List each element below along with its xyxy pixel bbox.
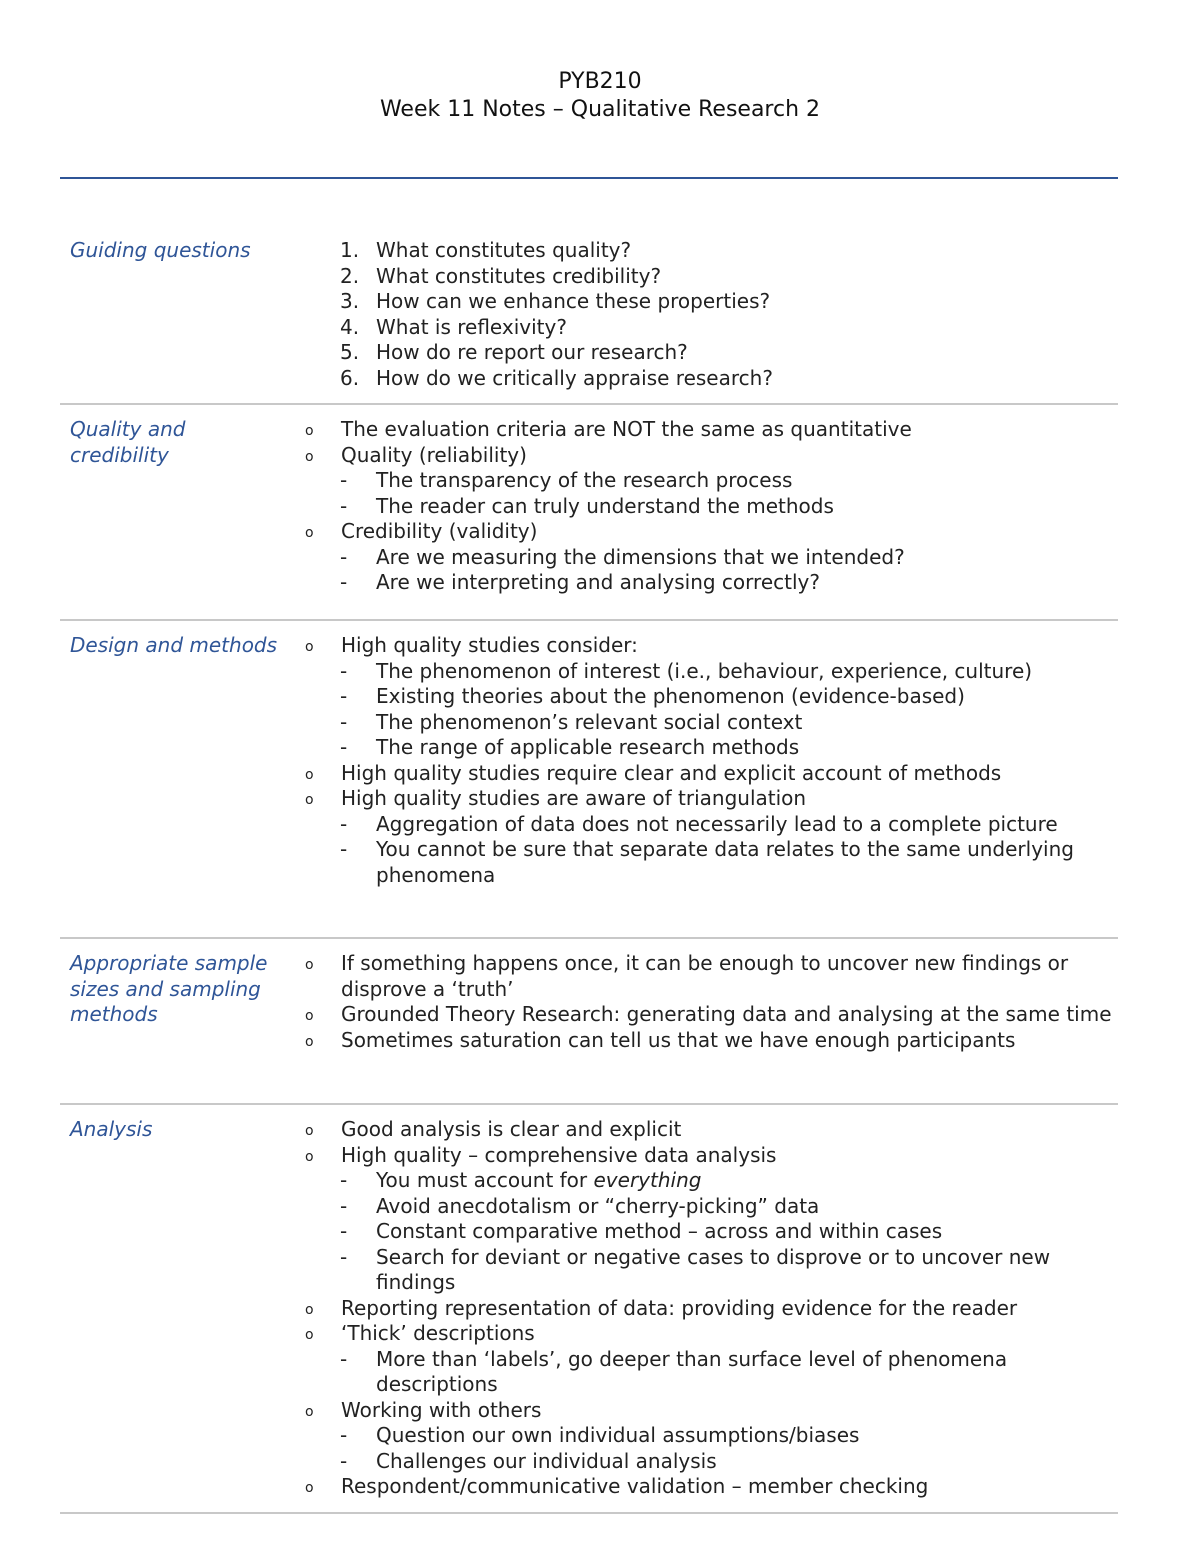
sub-bullet-item — [305, 1219, 1118, 1245]
sub-bullet-item — [305, 1423, 1118, 1449]
notes-section — [60, 951, 1118, 1105]
bullet-marker: o — [305, 639, 314, 655]
bullet-item — [305, 1474, 1118, 1500]
section-items — [305, 417, 1118, 596]
bullet-marker: - — [340, 1244, 348, 1269]
item-emphasis: everything — [593, 1168, 702, 1192]
item-text: Aggregation of data does not necessarily lead to a complete picture — [376, 811, 1058, 836]
sub-bullet-item — [305, 837, 1118, 888]
bullet-item — [305, 951, 1118, 1002]
item-text: The phenomenon of interest (i.e., behaviour, experience, culture) — [376, 658, 1033, 683]
bullet-item — [305, 417, 1118, 443]
bullet-marker: o — [305, 1033, 314, 1050]
bullet-marker: - — [340, 658, 348, 683]
bullet-item — [305, 443, 1118, 469]
item-text: You cannot be sure that separate data relates to the same underlying phenomena — [376, 837, 1074, 887]
item-text: Respondent/communicative validation – member checking — [341, 1474, 929, 1498]
item-text: How do re report our research? — [376, 340, 688, 364]
item-text: Existing theories about the phenomenon (evidence-based) — [376, 684, 965, 708]
item-text: ‘Thick’ descriptions — [341, 1321, 535, 1345]
numbered-item — [305, 340, 1118, 366]
item-text: Are we measuring the dimensions that we intended? — [376, 544, 905, 569]
item-number: 1. — [340, 238, 360, 262]
section-items — [305, 951, 1118, 1053]
bullet-marker: - — [340, 493, 348, 518]
bullet-item — [305, 1321, 1118, 1347]
item-text: More than ‘labels’, go deeper than surface level of phenomena descriptions — [376, 1346, 1008, 1396]
item-text: What constitutes quality? — [376, 238, 632, 262]
item-text: Working with others — [341, 1397, 542, 1422]
bullet-marker: - — [340, 735, 348, 759]
section-items — [305, 1117, 1118, 1500]
bullet-item — [305, 1143, 1118, 1169]
bullet-marker: - — [340, 1423, 348, 1447]
bullet-marker: - — [340, 811, 348, 836]
bullet-marker: - — [340, 1219, 348, 1243]
item-text: High quality studies require clear and explicit account of methods — [341, 760, 1002, 785]
notes-section — [60, 1117, 1118, 1514]
bullet-marker: o — [305, 957, 314, 973]
item-number: 6. — [340, 365, 360, 390]
item-text: High quality studies consider: — [341, 633, 638, 657]
sub-bullet-item — [305, 812, 1118, 838]
bullet-item — [305, 1398, 1118, 1424]
item-text: Quality (reliability) — [341, 442, 527, 467]
item-text: Question our own individual assumptions/biases — [376, 1423, 860, 1447]
section-label: Design and methods — [70, 633, 278, 657]
numbered-item — [305, 366, 1118, 392]
item-number: 4. — [340, 314, 360, 339]
bullet-item — [305, 1028, 1118, 1054]
item-text: Challenges our individual analysis — [376, 1448, 717, 1473]
numbered-item — [305, 264, 1118, 290]
sub-bullet-item — [305, 468, 1118, 494]
bullet-marker: o — [305, 1327, 314, 1343]
sub-bullet-item — [305, 735, 1118, 761]
item-text: Avoid anecdotalism or “cherry-picking” data — [376, 1193, 820, 1218]
item-text: High quality studies are aware of triangulation — [341, 786, 807, 810]
section-label: Quality and credibility — [70, 417, 186, 467]
bullet-marker: o — [305, 448, 314, 465]
sub-bullet-item — [305, 545, 1118, 571]
item-text: Are we interpreting and analysing correctly? — [376, 570, 820, 594]
bullet-marker: - — [340, 684, 348, 708]
item-text: Reporting representation of data: providing evidence for the reader — [341, 1295, 1018, 1320]
header-divider — [60, 177, 1118, 179]
sub-bullet-item — [305, 1245, 1118, 1296]
bullet-marker: o — [305, 1148, 314, 1165]
item-text: The evaluation criteria are NOT the same as quantitative — [341, 417, 912, 441]
item-text: What is reflexivity? — [376, 314, 567, 339]
bullet-item — [305, 761, 1118, 787]
bullet-marker: o — [305, 423, 314, 439]
notes-section — [60, 633, 1118, 939]
notes-section — [60, 238, 1118, 405]
course-code: PYB210 — [558, 69, 642, 94]
bullet-item — [305, 1296, 1118, 1322]
numbered-item — [305, 238, 1118, 264]
item-number: 2. — [340, 263, 360, 288]
item-text: The range of applicable research methods — [376, 735, 800, 759]
section-items — [305, 633, 1118, 888]
item-text: High quality – comprehensive data analysis — [341, 1142, 777, 1167]
sub-bullet-item — [305, 1449, 1118, 1475]
page-title: Week 11 Notes – Qualitative Research 2 — [379, 97, 821, 122]
document-header — [0, 68, 1200, 124]
item-text: You must account for — [376, 1168, 594, 1192]
item-text: Credibility (validity) — [341, 519, 538, 543]
sub-bullet-item — [305, 1168, 1118, 1194]
item-text: Search for deviant or negative cases to disprove or to uncover new findings — [376, 1244, 1051, 1294]
bullet-marker: - — [340, 1193, 348, 1218]
item-text: What constitutes credibility? — [376, 263, 662, 288]
bullet-marker: o — [305, 766, 314, 783]
numbered-item — [305, 289, 1118, 315]
bullet-marker: o — [305, 1301, 314, 1318]
bullet-marker: o — [305, 1008, 314, 1024]
section-items — [305, 238, 1118, 391]
bullet-marker: o — [305, 1480, 314, 1496]
numbered-item — [305, 315, 1118, 341]
bullet-item — [305, 1117, 1118, 1143]
item-text: The transparency of the research process — [376, 468, 793, 492]
bullet-marker: - — [340, 709, 348, 734]
sub-bullet-item — [305, 659, 1118, 685]
bullet-marker: o — [305, 792, 314, 808]
bullet-item — [305, 633, 1118, 659]
section-label: Appropriate sample sizes and sampling methods — [70, 951, 268, 1026]
item-text: Sometimes saturation can tell us that we have enough participants — [341, 1027, 1016, 1052]
bullet-marker: - — [340, 570, 348, 594]
item-text: Good analysis is clear and explicit — [341, 1117, 682, 1141]
sub-bullet-item — [305, 684, 1118, 710]
item-number: 3. — [340, 289, 360, 313]
bullet-item — [305, 519, 1118, 545]
sub-bullet-item — [305, 1347, 1118, 1398]
section-label: Analysis — [70, 1117, 153, 1141]
notes-table — [60, 238, 1118, 1526]
bullet-marker: - — [340, 1448, 348, 1473]
item-text: The phenomenon’s relevant social context — [376, 709, 803, 734]
notes-section — [60, 417, 1118, 621]
bullet-marker: o — [305, 1123, 314, 1139]
sub-bullet-item — [305, 710, 1118, 736]
item-text: The reader can truly understand the methods — [376, 493, 834, 518]
item-text: How can we enhance these properties? — [376, 289, 771, 313]
item-text: Grounded Theory Research: generating data and analysing at the same time — [341, 1002, 1112, 1026]
item-text: If something happens once, it can be enough to uncover new findings or disprove a ‘truth’ — [341, 951, 1069, 1001]
bullet-marker: o — [305, 525, 314, 541]
section-label: Guiding questions — [70, 238, 251, 262]
bullet-marker: - — [340, 1346, 348, 1371]
sub-bullet-item — [305, 494, 1118, 520]
sub-bullet-item — [305, 570, 1118, 596]
bullet-marker: - — [340, 468, 348, 492]
item-number: 5. — [340, 340, 360, 364]
bullet-item — [305, 786, 1118, 812]
bullet-marker: - — [340, 544, 348, 569]
bullet-marker: - — [340, 1168, 348, 1192]
bullet-item — [305, 1002, 1118, 1028]
sub-bullet-item — [305, 1194, 1118, 1220]
bullet-marker: o — [305, 1403, 314, 1420]
item-text: How do we critically appraise research? — [376, 365, 773, 390]
item-text: Constant comparative method – across and within cases — [376, 1219, 943, 1243]
bullet-marker: - — [340, 837, 348, 861]
